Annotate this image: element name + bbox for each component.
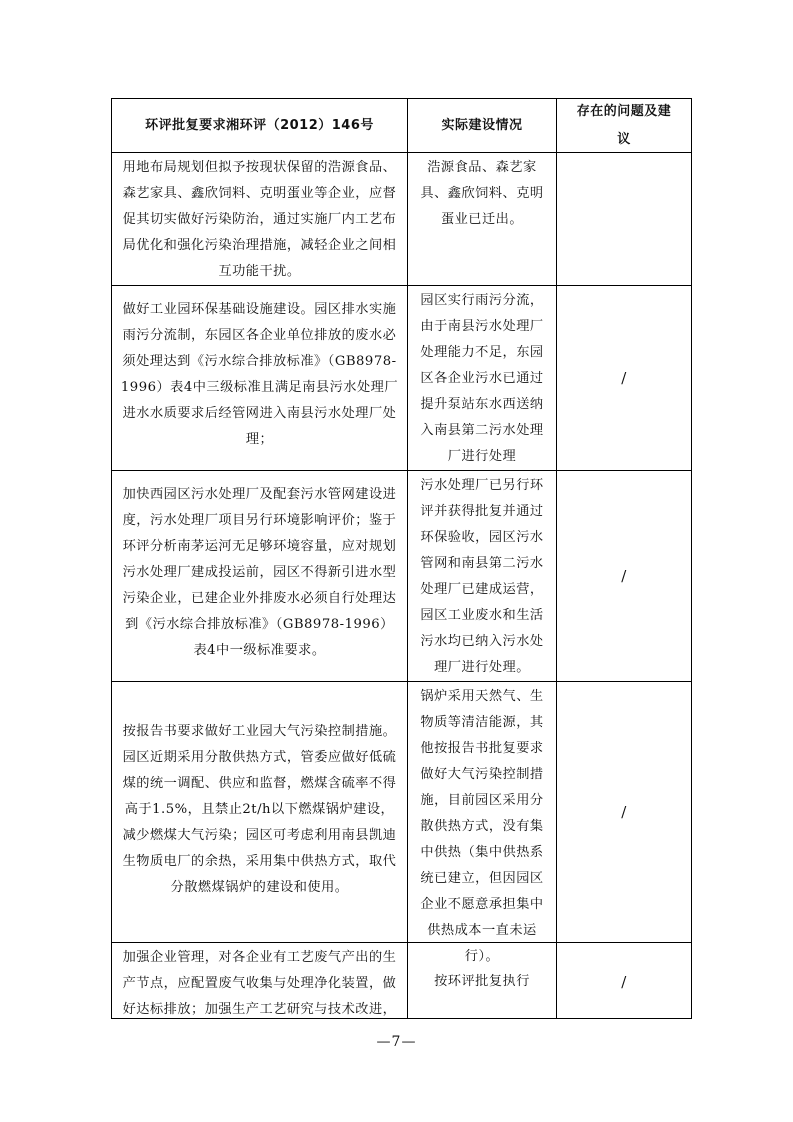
row-1-actual: 浩源食品、森艺家具、鑫欣饲料、克明蛋业已迁出。 bbox=[420, 160, 544, 227]
row-3-actual: 污水处理厂已另行环评并获得批复并通过环保验收，园区污水管网和南县第二污水处理厂已建成运营，园区工业废水和生活污水均已纳入污水处理厂进行处理。 bbox=[420, 478, 544, 675]
header-requirement-text: 环评批复要求湘环评（2012）146号 bbox=[145, 117, 374, 133]
header-requirement bbox=[112, 99, 407, 152]
row-4-requirement: 按报告书要求做好工业园大气污染控制措施。园区近期采用分散供热方式，管委应做好低硫煤的统一调配、供应和监督，燃煤含硫率不得高于1.5%，且禁止2t/h以下燃煤锅炉建设，减少燃煤大气污染；园区可考虑利用南县凯迪生物质电厂的余热，采用集中供热方式，取代分散燃煤锅炉的建设和使用。 bbox=[122, 724, 397, 895]
header-actual-text: 实际建设情况 bbox=[441, 117, 523, 133]
row-5-issue: / bbox=[621, 972, 627, 991]
row-2-requirement: 做好工业园环保基础设施建设。园区排水实施雨污分流制，东园区各企业单位排放的废水必须处理达到《污水综合排放标准》（GB8978-1996）表4中三级标准且满足南县污水处理厂进水水质要求后经管网进入南县污水处理厂处理； bbox=[120, 302, 399, 447]
row-4-issue: / bbox=[621, 803, 627, 821]
row-2-actual: 园区实行雨污分流，由于南县污水处理厂处理能力不足，东园区各企业污水已通过提升泵站东水西送纳入南县第二污水处理厂进行处理 bbox=[420, 293, 544, 464]
row-4-actual: 锅炉采用天然气、生物质等清洁能源，其他按报告书批复要求做好大气污染控制措施，目前园区采用分散供热方式，没有集中供热（集中供热系统已建立，但因园区企业不愿意承担集中供热成本一直未运行）。 bbox=[420, 689, 544, 964]
row-5-actual: 按环评批复执行 bbox=[434, 973, 530, 989]
row-2-issue: / bbox=[621, 369, 627, 387]
header-actual bbox=[408, 99, 556, 152]
row-3-issue: / bbox=[621, 567, 627, 585]
row-3-requirement: 加快西园区污水处理厂及配套污水管网建设进度，污水处理厂项目另行环境影响评价；鉴于环评分析南茅运河无足够环境容量，应对规划污水处理厂建成投运前，园区不得新引进水型污染企业，已建企业外排废水必须自行处理达到《污水综合排放标准》（GB8978-1996）表4中一级标准要求。 bbox=[122, 487, 397, 658]
page-number: —7— bbox=[376, 1034, 417, 1050]
header-issue-text: 存在的问题及建议 bbox=[576, 103, 672, 147]
row-1-issue bbox=[557, 153, 691, 285]
row-1-requirement: 用地布局规划但拟予按现状保留的浩源食品、森艺家具、鑫欣饲料、克明蛋业等企业，应督促其切实做好污染防治，通过实施厂内工艺布局优化和强化污染治理措施，减轻企业之间相互功能干扰。 bbox=[122, 160, 397, 279]
row-5-requirement: 加强企业管理，对各企业有工艺废气产出的生产节点，应配置废气收集与处理净化装置，做好达标排放；加强生产工艺研究与技术改进， bbox=[122, 950, 397, 1017]
header-issue bbox=[557, 99, 691, 152]
assessment-table bbox=[111, 98, 692, 1019]
